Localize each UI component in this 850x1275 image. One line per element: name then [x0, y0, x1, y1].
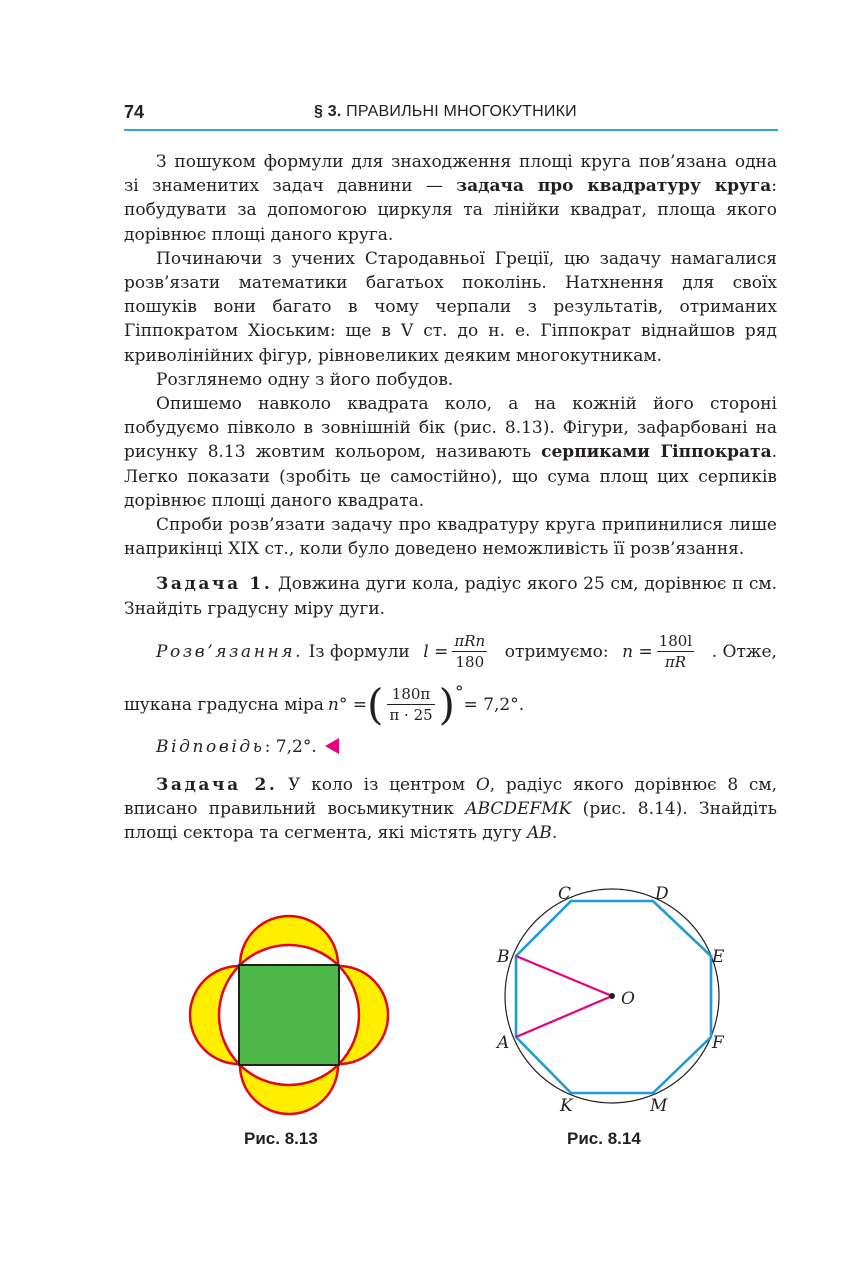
- label-b: B: [497, 947, 510, 967]
- figure-8-13-caption: Рис. 8.13: [244, 1129, 318, 1148]
- formula-arc-length: [423, 631, 491, 672]
- label-c: C: [558, 884, 572, 904]
- figure-8-13-lunes: [185, 910, 395, 1120]
- label-a: A: [497, 1033, 510, 1053]
- solution-line-1: [124, 627, 777, 677]
- formula-1-num: πRn: [454, 632, 486, 651]
- square: [239, 965, 339, 1065]
- label-o: O: [621, 989, 635, 1009]
- solution-text-3: . Отже,: [711, 641, 777, 662]
- right-paren: ): [438, 679, 456, 729]
- section-mark: § 3.: [314, 103, 342, 120]
- solution-text-4: шукана градусна міра: [124, 694, 324, 715]
- formula-3-fraction: [387, 684, 434, 725]
- task-2-text-end: .: [551, 823, 558, 844]
- p4-text: Опишемо навколо квадрата коло, а на кожній його стороні побудуємо півколо в зовнішній бік (рис. 8.13). Фігури, зафарбовані на рисунку 8.13 жовтим кольором, називають: [124, 394, 777, 463]
- answer-line: [124, 735, 777, 759]
- radius-oa: [516, 996, 612, 1037]
- paragraph-5: Спроби розв’язати задачу про квадратуру круга припинилися лише наприкінці XIX ст., коли було доведено неможливість її розв’язання.: [124, 515, 777, 560]
- task-1-label: Задача 1.: [156, 574, 273, 595]
- formula-2-lhs: n =: [622, 641, 653, 662]
- page-header: [124, 102, 778, 130]
- left-paren: (: [367, 679, 384, 729]
- formula-1-fraction: [452, 631, 487, 672]
- p1-text-end: : побудувати за допомогою циркуля та лінійки квадрат, площа якого дорівнює площі даного круга.: [124, 176, 778, 245]
- label-d: D: [655, 884, 669, 904]
- formula-3-num: 180π: [387, 684, 434, 705]
- figure-8-14-octagon: [490, 880, 750, 1120]
- header-rule: [124, 129, 778, 131]
- label-m: M: [650, 1096, 668, 1116]
- p4-bold-term: серпиками Гіппократа: [541, 442, 772, 463]
- formula-3-degree: °: [455, 682, 464, 703]
- formula-1-den: 180: [455, 653, 485, 672]
- section-name: ПРАВИЛЬНІ МНОГОКУТНИКИ: [346, 103, 577, 120]
- paragraph-3: Розглянемо одну з його побудов.: [156, 369, 454, 390]
- formula-3-lhs: n° =: [327, 694, 368, 715]
- solution-label: Розв’язання.: [156, 641, 304, 662]
- page-number: 74: [124, 102, 145, 122]
- formula-2-den: πR: [664, 653, 687, 672]
- task-2-text-3: (рис. 8.14). Знайдіть площі сектора та сегмента, які містять дугу: [124, 799, 778, 844]
- radius-ob: [516, 956, 612, 996]
- paragraph-2: Починаючи з учених Стародавньої Греції, цю задачу намагалися розв’язати математики багатьох поколінь. Натхнення для своїх пошуків вони багато в чому черпали з результатів, отриманих Гіппократом Хіоським: ще в V ст. до н. е. Гіппократ віднайшов ряд криволінійних фігур, рівновеликих деяким многокутникам.: [124, 248, 777, 366]
- task-2-arc: AB: [527, 823, 552, 844]
- task-2-polygon: ABCDEFMK: [465, 799, 572, 820]
- paragraph-1: [124, 150, 777, 247]
- formula-3-result: = 7,2°.: [463, 694, 525, 715]
- task-2-label: Задача 2.: [156, 775, 278, 796]
- formula-3-den: π · 25: [389, 706, 433, 725]
- solution-text-1: Із формули: [303, 641, 410, 662]
- paragraph-4: [124, 392, 777, 513]
- formula-2-num: 180l: [658, 632, 693, 651]
- task-2: [124, 773, 777, 846]
- p4-text-end: . Легко показати (зробіть це самостійно), що сума площ цих серпиків дорівнює площі даного квадрата.: [124, 442, 777, 511]
- formula-degree: [622, 631, 698, 672]
- end-of-solution-triangle-icon: [325, 738, 339, 754]
- label-k: K: [560, 1096, 573, 1116]
- answer-value: : 7,2°.: [264, 736, 317, 757]
- task-2-text-2: , радіус якого дорівнює 8 см, вписано правильний восьмикутник: [124, 775, 777, 820]
- formula-2-fraction: [657, 631, 694, 672]
- answer-label: Відповідь: [156, 736, 265, 757]
- task-2-text-1: У коло із центром: [277, 775, 476, 796]
- solution-text-2: отримуємо:: [504, 641, 609, 662]
- label-f: F: [712, 1033, 724, 1053]
- section-title: [314, 103, 577, 121]
- figure-8-14-caption: Рис. 8.14: [567, 1129, 641, 1148]
- formula-1-lhs: l =: [423, 641, 449, 662]
- center-point: [609, 993, 615, 999]
- page-body: [124, 150, 777, 846]
- solution-line-2: [124, 677, 777, 733]
- p1-text: З пошуком формули для знаходження площі круга пов’язана одна зі знаменитих задач давнини —: [124, 152, 777, 197]
- task-1-text: Довжина дуги кола, радіус якого 25 см, дорівнює π см. Знайдіть градусну міру дуги.: [124, 574, 777, 619]
- task-2-center: O: [475, 775, 490, 796]
- p1-bold-term: задача про квадратуру круга: [456, 176, 772, 197]
- label-e: E: [712, 947, 725, 967]
- task-1: [124, 572, 777, 620]
